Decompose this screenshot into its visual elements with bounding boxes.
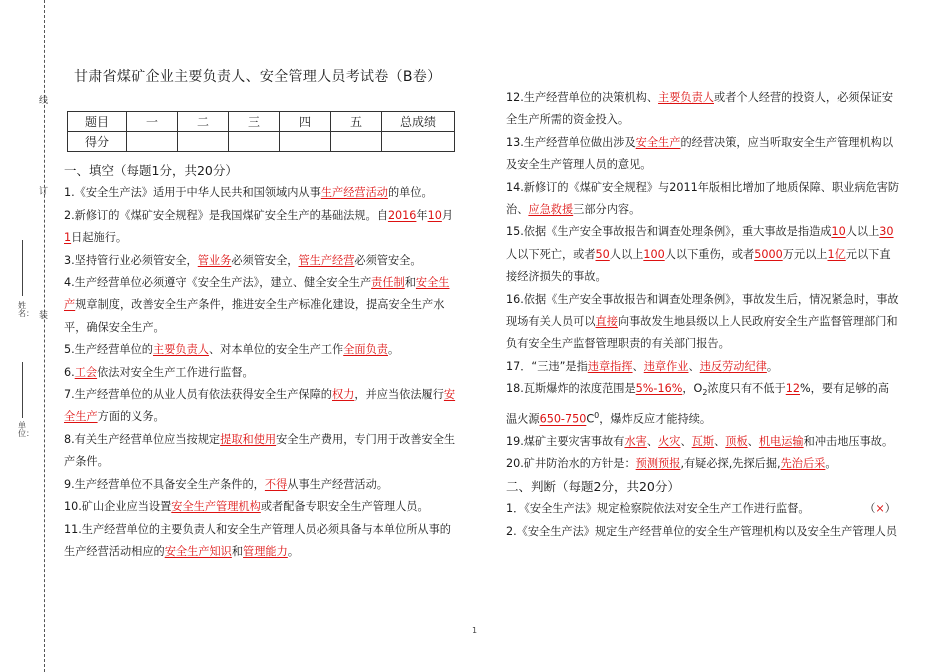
- score-input-cell[interactable]: [127, 132, 178, 152]
- question-6: 6.工会依法对安全生产工作进行监督。: [64, 365, 254, 379]
- answer: 违反劳动纪律: [699, 359, 767, 373]
- answer: 5000: [754, 247, 783, 261]
- answer: 管理能力: [243, 544, 288, 558]
- answer: 直接: [595, 315, 618, 329]
- answer: 安全生产知识: [164, 544, 232, 558]
- question-19: 19.煤矿主要灾害事故有水害、火灾、瓦斯、顶板、机电运输和冲击地压事故。: [506, 435, 894, 449]
- question-9: 9.生产经营单位不具备安全生产条件的，不得从事生产经营活动。: [64, 477, 388, 491]
- answer: 100: [643, 247, 665, 261]
- question-12: 12.生产经营单位的决策机构、主要负责人或者个人经营的投资人，必须保证安全生产所需的资金投入。: [506, 91, 894, 127]
- answer: 预测预报: [635, 457, 681, 471]
- answer: 30: [879, 225, 894, 239]
- answer: 生产经营活动: [320, 186, 388, 200]
- binding-char-ding: 订: [39, 187, 49, 197]
- answer: 650-750: [539, 412, 587, 426]
- answer: 1: [64, 231, 72, 245]
- question-1: 1.《安全生产法》适用于中华人民共和国领域内从事生产经营活动的单位。: [64, 186, 433, 200]
- answer: 主要负责人: [658, 91, 714, 104]
- answer: 水害: [624, 435, 647, 449]
- score-table-header-row: [68, 112, 455, 132]
- question-11: 11.生产经营单位的主要负责人和安全生产管理人员必须具备与本单位所从事的生产经营活动相应的安全生产知识和管理能力。: [64, 522, 451, 558]
- question-3: 3.坚持管行业必须管安全，管业务必须管安全，管生产经营必须管安全。: [64, 253, 422, 267]
- answer: 5%-16%: [635, 382, 683, 396]
- binding-char-zhuang: 装: [39, 311, 49, 321]
- question-20: 20.矿井防治水的方针是：预测预报,有疑必探,先探后掘,先治后采。: [506, 457, 837, 471]
- answer: 违章作业: [643, 359, 689, 373]
- judgement-answer-mark: ×: [875, 502, 885, 516]
- answer: 管生产经营: [298, 253, 355, 267]
- score-input-cell[interactable]: [178, 132, 229, 152]
- answer: 10: [831, 225, 846, 239]
- question-18: 18.瓦斯爆炸的浓度范围是5%-16%，$O_2$浓度只有不低于12%，要有足够的高温火源$650-750C^0$，爆炸反应才能持续。: [506, 382, 889, 426]
- question-8: 8.有关生产经营单位应当按规定提取和使用安全生产费用，专门用于改善安全生产条件。: [64, 432, 456, 469]
- score-header-cell: 二: [178, 112, 229, 132]
- answer: 先治后采: [780, 457, 826, 471]
- question-16: 16.依据《生产安全事故报告和调查处理条例》，事故发生后，情况紧急时，事故现场有关人员可以直接向事故发生地县级以上人民政府安全生产监督管理部门和负有安全生产监督管理职责的有关部门报告。: [506, 292, 899, 351]
- right-column: [506, 87, 900, 543]
- answer: 火灾: [658, 435, 681, 449]
- answer: 2016: [387, 208, 417, 222]
- score-header-cell: 题目: [68, 112, 127, 132]
- score-table-score-row: [68, 132, 455, 152]
- question-17: 17．“三违”是指违章指挥、违章作业、违反劳动纪律。: [506, 359, 779, 373]
- answer: 50: [595, 247, 610, 261]
- section-heading-judgement: 二、判断（每题2分，共20分）: [506, 478, 680, 494]
- question-2: 2.新修订的《煤矿安全规程》是我国煤矿安全生产的基础法规。自2016年10月1日起施行。: [64, 208, 454, 245]
- unit-underline: [22, 362, 23, 418]
- question-5: 5.生产经营单位的主要负责人、对本单位的安全生产工作全面负责。: [64, 343, 400, 357]
- score-table: [67, 111, 455, 152]
- answer: 12: [785, 382, 800, 396]
- question-10: 10.矿山企业应当设置安全生产管理机构或者配备专职安全生产管理人员。: [64, 500, 429, 514]
- page-number: 1: [472, 626, 478, 635]
- score-input-cell[interactable]: [331, 132, 382, 152]
- question-7: 7.生产经营单位的从业人员有依法获得安全生产保障的权力，并应当依法履行安全生产方面的义务。: [64, 388, 456, 424]
- answer: 权力: [332, 388, 355, 402]
- score-header-cell: 三: [229, 112, 280, 132]
- judgement-2: 2.《安全生产法》规定生产经营单位的安全生产管理机构以及安全生产管理人员: [506, 524, 898, 538]
- name-underline: [22, 240, 23, 296]
- score-header-cell: 一: [127, 112, 178, 132]
- answer: 瓦斯: [691, 435, 715, 449]
- answer: 责任制: [371, 276, 405, 290]
- question-14: 14.新修订的《煤矿安全规程》与2011年版相比增加了地质保障、职业病危害防治、应急救援三部分内容。: [506, 180, 900, 217]
- answer: 提取和使用: [220, 432, 277, 446]
- unit-label: 单位：: [18, 421, 34, 438]
- answer: 全面负责: [343, 343, 388, 357]
- question-15: 15.依据《生产安全事故报告和调查处理条例》，重大事故是指造成10人以上30人以下死亡，或者50人以上100人以下重伤，或者5000万元以上1亿元以下直接经济损失的事故。: [506, 225, 894, 284]
- section-heading-fill-blank: 一、填空（每题1分，共20分）: [64, 163, 238, 178]
- binding-char-xian: 线: [39, 96, 49, 106]
- exam-title: 甘肃省煤矿企业主要负责人、安全管理人员考试卷（B卷）: [74, 69, 442, 85]
- score-header-cell: 总成绩: [382, 112, 455, 132]
- answer: 违章指挥: [587, 359, 633, 373]
- score-header-cell: 五: [331, 112, 382, 132]
- answer: 10: [427, 208, 442, 222]
- answer: 不得: [264, 477, 288, 491]
- judgement-1: 1．《安全生产法》规定检察院依法对安全生产工作进行监督。 （×）: [506, 502, 896, 516]
- answer: 应急救援: [528, 203, 574, 217]
- question-13: 13.生产经营单位做出涉及安全生产的经营决策，应当听取安全生产管理机构以及安全生产管理人员的意见。: [506, 135, 894, 172]
- answer: 安全生产管理机构: [171, 500, 261, 514]
- score-input-cell[interactable]: [280, 132, 331, 152]
- name-label: 姓名：: [18, 301, 34, 318]
- score-row-label: 得分: [68, 132, 127, 152]
- answer: 1亿: [827, 247, 846, 261]
- left-column: [64, 160, 458, 563]
- answer: 管业务: [197, 253, 232, 267]
- answer: 顶板: [725, 435, 748, 449]
- answer: 机电运输: [758, 435, 804, 449]
- question-4: 4.生产经营单位必须遵守《安全生产法》，建立、健全安全生产责任制和安全生产规章制度，改善安全生产条件，推进安全生产标准化建设，提高安全生产水平，确保安全生产。: [64, 276, 450, 334]
- score-input-cell[interactable]: [382, 132, 455, 152]
- answer: 安全生产: [64, 276, 450, 312]
- answer: 主要负责人: [153, 343, 209, 357]
- answer: 工会: [74, 365, 98, 379]
- score-input-cell[interactable]: [229, 132, 280, 152]
- answer: 安全生产: [64, 388, 456, 424]
- answer: 安全生产: [635, 135, 681, 149]
- score-header-cell: 四: [280, 112, 331, 132]
